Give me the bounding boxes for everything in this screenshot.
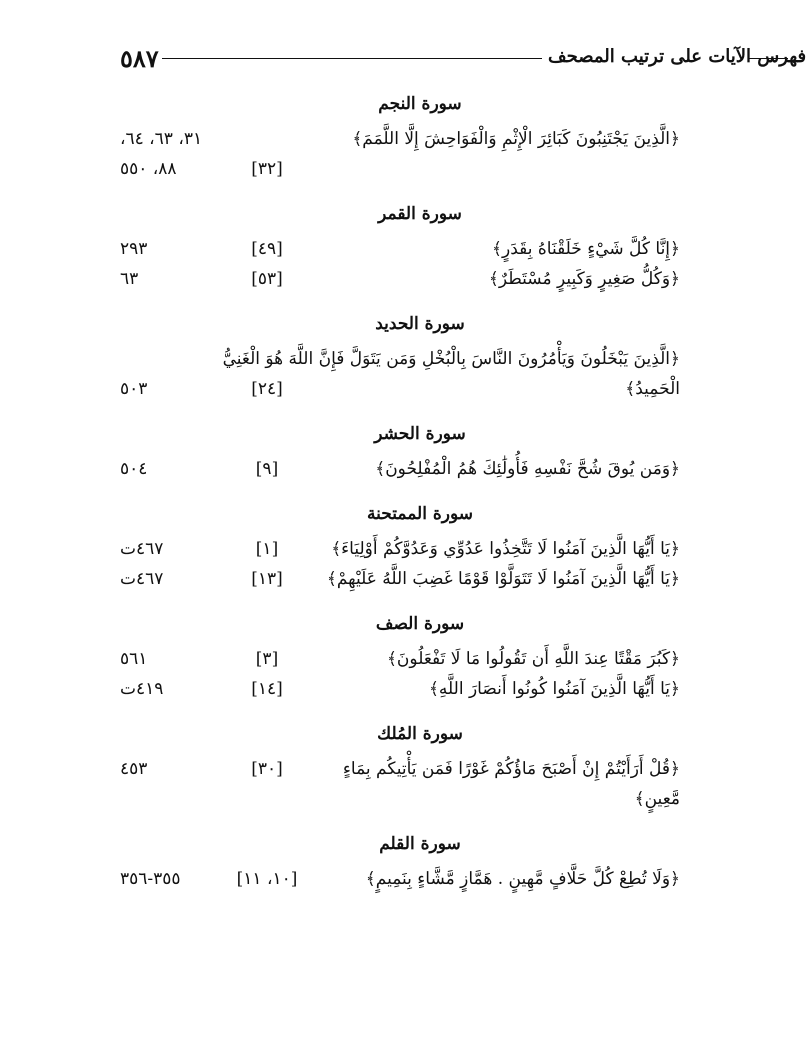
verse-text: ﴿وَمَن يُوقَ شُحَّ نَفْسِهِ فَأُولَٰئِكَ هُمُ الْمُفْلِحُونَ﴾ — [375, 459, 680, 479]
verse-text: ﴿قُلْ أَرَأَيْتُمْ إِنْ أَصْبَحَ مَاؤُكُمْ غَوْرًا فَمَن يَأْتِيكُم بِمَاءٍ مَّعِينٍ﴾ — [342, 759, 680, 809]
surah-title: سورة النجم — [378, 94, 462, 114]
surah-title: سورة الحشر — [374, 424, 466, 444]
verse-number: [١٠، ١١] — [236, 869, 298, 889]
verse-number: [١٣] — [251, 569, 283, 589]
page-refs: ٣٥٥-٣٥٦ — [120, 869, 181, 889]
verse-text: ﴿الَّذِينَ يَبْخَلُونَ وَيَأْمُرُونَ النَّاسَ بِالْبُخْلِ وَمَن يَتَوَلَّ فَإِنَّ اللَّهَ هُوَ الْغَنِيُّ — [222, 349, 680, 369]
verse-entry — [120, 374, 680, 404]
verse-text: ﴿إِنَّا كُلَّ شَيْءٍ خَلَقْنَاهُ بِقَدَرٍ﴾ — [492, 239, 680, 259]
verse-number: [٩] — [255, 459, 279, 479]
surah-title: سورة القمر — [378, 204, 462, 224]
verse-text: الْحَمِيدُ﴾ — [625, 379, 680, 399]
verse-number: [١٤] — [251, 679, 283, 699]
verse-number: [٥٣] — [251, 269, 283, 289]
page-refs: ٤٦٧ت — [120, 539, 164, 559]
page-refs: ٤٦٧ت — [120, 569, 164, 589]
verse-entry — [120, 534, 680, 564]
page-refs: ٦٣ — [120, 269, 139, 289]
verse-entry — [120, 264, 680, 294]
verse-entry — [120, 154, 680, 184]
page-refs: ٨٨، ٥٥٠ — [120, 159, 177, 179]
verse-number: [١] — [255, 539, 279, 559]
page-header — [120, 40, 806, 73]
page-refs: ٥٠٣ — [120, 379, 148, 399]
page-refs: ٢٩٣ — [120, 239, 148, 259]
verse-entry — [120, 344, 680, 374]
surah-title: سورة الممتحنة — [367, 504, 473, 524]
verse-entry — [120, 674, 680, 704]
verse-text: ﴿يَا أَيُّهَا الَّذِينَ آمَنُوا كُونُوا أَنصَارَ اللَّهِ﴾ — [428, 679, 680, 699]
verse-text: ﴿وَلَا تُطِعْ كُلَّ حَلَّافٍ مَّهِينٍ . هَمَّازٍ مَّشَّاءٍ بِنَمِيمٍ﴾ — [365, 869, 680, 889]
verse-entry — [120, 454, 680, 484]
verse-number: [٢٤] — [251, 379, 283, 399]
verse-text: ﴿يَا أَيُّهَا الَّذِينَ آمَنُوا لَا تَتَّخِذُوا عَدُوِّي وَعَدُوَّكُمْ أَوْلِيَاءَ﴾ — [331, 539, 680, 559]
surah-title: سورة المُلك — [377, 724, 463, 744]
header-rule-left — [162, 58, 542, 59]
page-refs: ٤١٩ت — [120, 679, 164, 699]
verse-entry — [120, 754, 680, 814]
surah-title: سورة الحديد — [375, 314, 465, 334]
verse-text: ﴿يَا أَيُّهَا الَّذِينَ آمَنُوا لَا تَتَوَلَّوْا قَوْمًا غَضِبَ اللَّهُ عَلَيْهِمْ﴾ — [326, 569, 680, 589]
header-title: فهرس الآيات على ترتيب المصحف — [548, 46, 806, 67]
verse-text: ﴿وَكُلُّ صَغِيرٍ وَكَبِيرٍ مُسْتَطَرٌ﴾ — [488, 269, 680, 289]
surah-title: سورة الصف — [375, 614, 465, 634]
page-refs: ٤٥٣ — [120, 759, 148, 779]
page-number: ٥٨٧ — [120, 44, 159, 73]
verse-entry — [120, 644, 680, 674]
surah-title: سورة القلم — [379, 834, 461, 854]
verse-entry — [120, 564, 680, 594]
page-refs: ٥٦١ — [120, 649, 148, 669]
verse-text: ﴿كَبُرَ مَقْتًا عِندَ اللَّهِ أَن تَقُولُوا مَا لَا تَفْعَلُونَ﴾ — [386, 649, 680, 669]
verse-number: [٣٠] — [251, 759, 283, 779]
page-refs: ٥٠٤ — [120, 459, 148, 479]
verse-text: ﴿الَّذِينَ يَجْتَنِبُونَ كَبَائِرَ الْإِثْمِ وَالْفَوَاحِشَ إِلَّا اللَّمَمَ﴾ — [352, 129, 680, 149]
verse-number: [٤٩] — [251, 239, 283, 259]
page-refs: ٣١، ٦٣، ٦٤، — [120, 129, 203, 149]
header-rule-right — [748, 58, 788, 59]
verse-entry — [120, 864, 680, 894]
verse-entry — [120, 234, 680, 264]
verse-number: [٣٢] — [251, 159, 283, 179]
verse-number: [٣] — [255, 649, 279, 669]
index-content — [120, 88, 680, 894]
verse-entry — [120, 124, 680, 154]
